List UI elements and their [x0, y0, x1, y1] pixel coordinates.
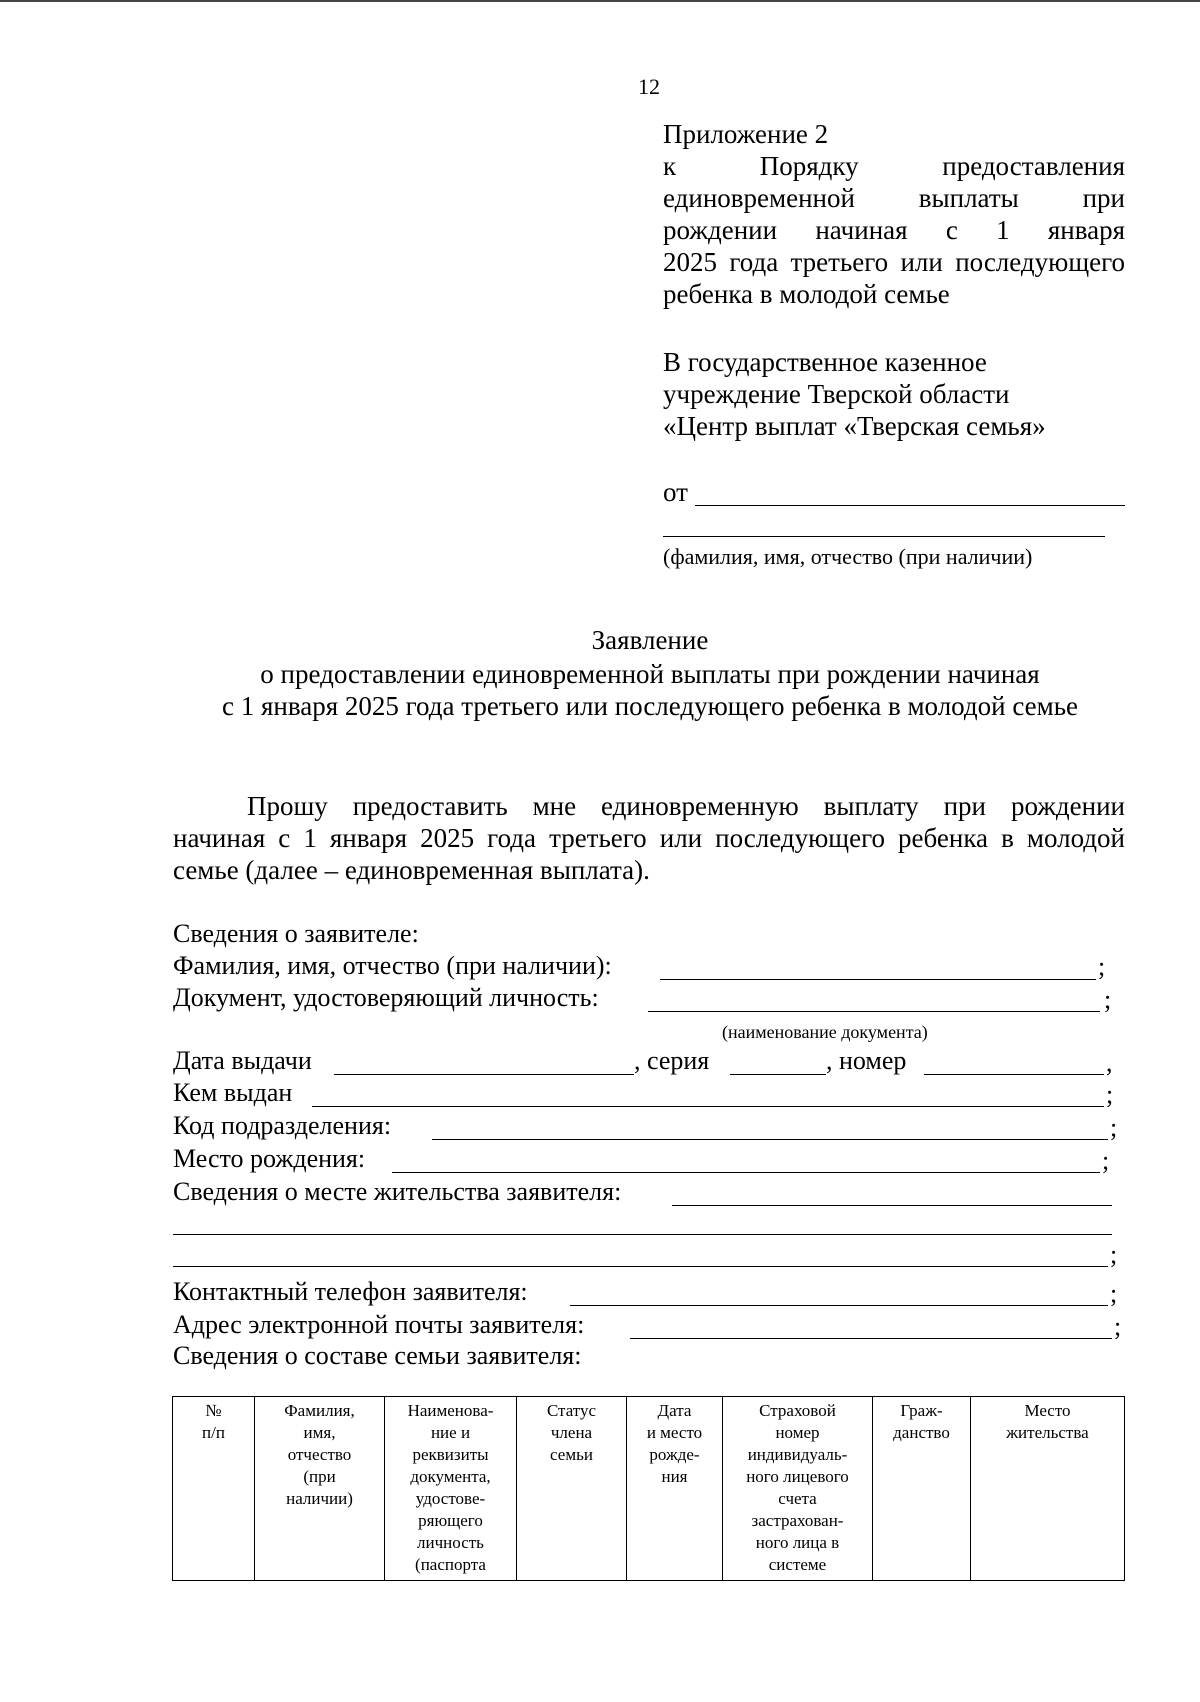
- body-line-1: Прошу предоставить мне единовременную выплату при рождении: [247, 791, 1125, 821]
- appendix-title: Приложение 2: [663, 119, 829, 149]
- document-label: Документ, удостоверяющий личность:: [173, 983, 599, 1012]
- appendix-line-2: единовременной выплаты при: [663, 183, 1125, 213]
- number-label: , номер: [826, 1046, 907, 1075]
- name-caption: (фамилия, имя, отчество (при наличии): [663, 544, 1033, 569]
- email-label: Адрес электронной почты заявителя:: [173, 1310, 585, 1339]
- issued-by-field[interactable]: [312, 1106, 1104, 1107]
- birthplace-field[interactable]: [392, 1172, 1100, 1173]
- email-field[interactable]: [630, 1338, 1112, 1339]
- number-field[interactable]: [924, 1074, 1104, 1075]
- col-number: № п/п: [173, 1397, 255, 1581]
- issued-by-label: Кем выдан: [173, 1078, 293, 1107]
- heading-line-2: с 1 января 2025 года третьего или последующего ребенка в молодой семье: [221, 691, 1079, 721]
- heading-line-1: о предоставлении единовременной выплаты при рождении начиная: [260, 659, 1040, 689]
- phone-semicolon: ;: [1110, 1279, 1118, 1308]
- series-field[interactable]: [730, 1074, 826, 1075]
- division-code-label: Код подразделения:: [173, 1111, 392, 1140]
- col-snils: Страховой номер индивидуаль- ного лицевого счета застрахован- ного лица в системе: [723, 1397, 873, 1581]
- addressee-line-3: «Центр выплат «Тверская семья»: [663, 411, 1046, 441]
- division-code-semicolon: ;: [1110, 1113, 1118, 1142]
- residence-field-3[interactable]: [173, 1266, 1108, 1267]
- birthplace-label: Место рождения:: [173, 1144, 366, 1173]
- residence-label: Сведения о месте жительства заявителя:: [173, 1177, 622, 1206]
- appendix-block: [663, 118, 1125, 310]
- residence-field[interactable]: [672, 1205, 1112, 1206]
- document-field[interactable]: [648, 1011, 1100, 1012]
- body-line-3: семье (далее – единовременная выплата).: [173, 855, 650, 885]
- family-label: Сведения о составе семьи заявителя:: [173, 1341, 582, 1370]
- col-birth: Дата и место рожде- ния: [627, 1397, 723, 1581]
- scan-top-edge: [0, 0, 1200, 2]
- from-label: от: [663, 477, 688, 507]
- applicant-section-title: Сведения о заявителе:: [173, 919, 419, 948]
- col-document: Наименова- ние и реквизиты документа, удостове- ряющего личность (паспорта: [385, 1397, 517, 1581]
- appendix-line-4: 2025 года третьего или последующего: [663, 247, 1125, 277]
- col-citizenship: Граж- данство: [873, 1397, 971, 1581]
- appendix-line-1: к Порядку предоставления: [663, 151, 1125, 181]
- addressee-block: [663, 346, 1125, 442]
- phone-field[interactable]: [570, 1305, 1108, 1306]
- col-status: Статус члена семьи: [517, 1397, 627, 1581]
- body-paragraph: [173, 790, 1125, 886]
- appendix-line-3: рождении начиная с 1 января: [663, 215, 1125, 245]
- birthplace-semicolon: ;: [1102, 1146, 1110, 1175]
- family-table: [172, 1396, 1125, 1581]
- col-fio: Фамилия, имя, отчество (при наличии): [255, 1397, 385, 1581]
- fio-label: Фамилия, имя, отчество (при наличии):: [173, 951, 612, 980]
- issue-date-label: Дата выдачи: [173, 1046, 312, 1075]
- addressee-line-2: учреждение Тверской области: [663, 379, 1010, 409]
- document-semicolon: ;: [1104, 985, 1112, 1014]
- number-comma: ,: [1106, 1048, 1113, 1077]
- body-line-2: начиная с 1 января 2025 года третьего или последующего ребенка в молодой: [173, 823, 1125, 853]
- page-number: 12: [638, 74, 660, 99]
- residence-semicolon: ;: [1110, 1240, 1118, 1269]
- issued-by-semicolon: ;: [1106, 1080, 1114, 1109]
- heading-title: Заявление: [591, 625, 709, 655]
- from-name-field-2[interactable]: [663, 536, 1105, 537]
- document-caption: (наименование документа): [722, 1022, 928, 1042]
- issue-date-field[interactable]: [334, 1074, 634, 1075]
- residence-field-2[interactable]: [173, 1234, 1112, 1235]
- fio-field[interactable]: [660, 979, 1096, 980]
- addressee-line-1: В государственное казенное: [663, 347, 987, 377]
- appendix-line-5: ребенка в молодой семье: [663, 279, 950, 309]
- fio-semicolon: ;: [1098, 952, 1106, 981]
- col-residence: Место жительства: [971, 1397, 1125, 1581]
- email-semicolon: ;: [1114, 1312, 1122, 1341]
- from-name-field[interactable]: [695, 505, 1125, 506]
- division-code-field[interactable]: [432, 1139, 1108, 1140]
- phone-label: Контактный телефон заявителя:: [173, 1277, 528, 1306]
- series-label: , серия: [634, 1046, 710, 1075]
- table-header-row: [173, 1397, 1125, 1581]
